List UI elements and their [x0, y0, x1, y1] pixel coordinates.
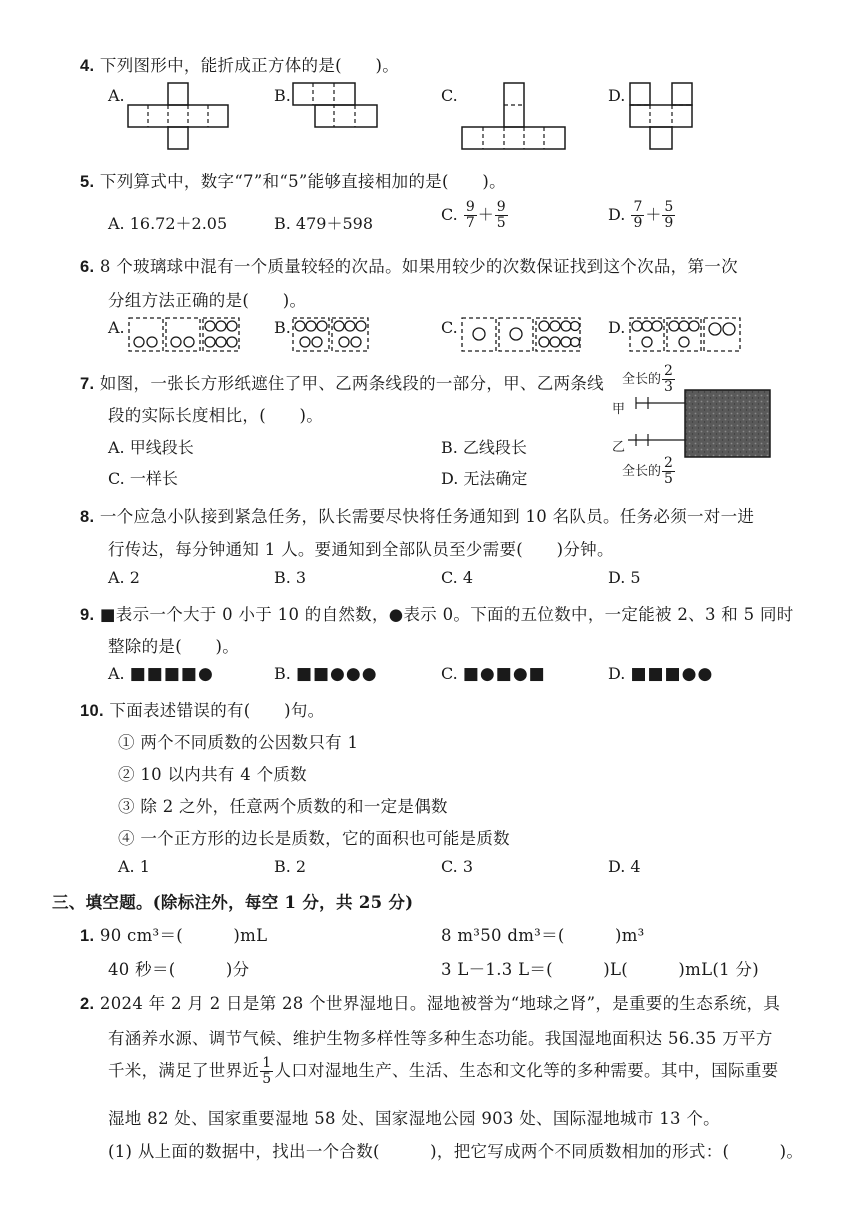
denominator: 7: [465, 215, 475, 231]
denominator: 5: [262, 1071, 272, 1087]
q7-option-d: D. 无法确定: [441, 469, 528, 488]
q9-stem-line2: 整除的是( )。: [108, 637, 240, 656]
q9-option-c: [441, 664, 546, 684]
f2-line3: [108, 1056, 778, 1087]
option-label: B.: [274, 664, 291, 683]
q10-option-a: A. 1: [118, 857, 150, 876]
q6-number: 6.: [80, 258, 95, 276]
denominator: 3: [664, 379, 673, 395]
q8-option-a: A. 2: [108, 568, 140, 587]
option-label: D.: [608, 664, 626, 683]
plus-sign: ＋: [645, 205, 662, 224]
q4-stem: [80, 52, 399, 76]
f2-number: 2.: [80, 995, 95, 1013]
q6-option-a-label: A.: [108, 318, 125, 337]
q10-option-d: D. 4: [608, 857, 641, 876]
option-label: C.: [441, 664, 458, 683]
q9-stem-line1: [80, 601, 794, 625]
text-part: 千米，满足了世界近: [108, 1061, 260, 1080]
q5-option-d-label: D.: [608, 205, 626, 224]
f2-line4: 湿地 82 处、国家重要湿地 58 处、国家湿地公园 903 处、国际湿地城市 13 个。: [108, 1109, 720, 1128]
numerator: 5: [664, 199, 674, 215]
f2-line1: [80, 990, 780, 1014]
q8-option-d: D. 5: [608, 568, 641, 587]
q5-option-a: A. 16.72＋2.05: [108, 214, 228, 233]
f2-sub-question-1: (1) 从上面的数据中，找出一个合数( )，把它写成两个不同质数相加的形式：( )。: [108, 1142, 804, 1161]
shape-sequence: ■●■●■: [462, 664, 546, 684]
q6-option-d-groups: [630, 317, 742, 353]
f2-text-line1: 2024 年 2 月 2 日是第 28 个世界湿地日。湿地被誉为“地球之肾”，是重要的生态系统，具: [99, 994, 781, 1013]
f1-part-b: 8 m³50 dm³＝( )m³: [441, 926, 645, 945]
denominator: 5: [664, 471, 673, 487]
text-part: 人口对湿地生产、生活、生态和文化等的多种需要。其中，国际重要: [274, 1061, 779, 1080]
fraction: [662, 200, 675, 231]
numerator: 2: [664, 363, 673, 379]
q10-statement-4: ④ 一个正方形的边长是质数，它的面积也可能是质数: [118, 829, 510, 848]
q5-option-b: B. 479＋598: [274, 214, 374, 233]
numerator: 2: [664, 455, 673, 471]
q10-option-b: B. 2: [274, 857, 307, 876]
q7-stem-line1: [80, 370, 604, 394]
q4-option-b-label: B.: [274, 86, 291, 105]
q5-stem: [80, 168, 506, 192]
q7-label-yi: 乙: [612, 440, 626, 455]
q5-option-d: [608, 200, 676, 231]
plus-sign: ＋: [477, 205, 494, 224]
q9-option-b: [274, 664, 378, 684]
q8-text-line1: 一个应急小队接到紧急任务，队长需要尽快将任务通知到 10 名队员。任务必须一对一进: [99, 507, 755, 526]
denominator: 9: [633, 215, 643, 231]
q8-number: 8.: [80, 508, 95, 526]
label-text: 全长的: [622, 464, 662, 479]
q7-label-jia: 甲: [612, 402, 626, 417]
q10-text: 下面表述错误的有( )句。: [109, 701, 325, 720]
section-3-title: 三、填空题。(除标注外，每空 1 分，共 25 分): [52, 893, 414, 912]
f1-a-text: 90 cm³＝( )mL: [99, 926, 268, 945]
q9-option-d: [608, 664, 713, 684]
q6-option-a-groups: [129, 317, 241, 353]
shape-sequence: ■■●●●: [295, 664, 378, 684]
q4-net-b-figure: [293, 83, 403, 131]
q9-number: 9.: [80, 606, 95, 624]
q8-stem-line2: 行传达，每分钟通知 1 人。要通知到全部队员至少需要( )分钟。: [108, 540, 614, 559]
q7-stem-line2: 段的实际长度相比，( )。: [108, 406, 324, 425]
q6-option-c-groups: [462, 317, 582, 353]
q10-option-c: C. 3: [441, 857, 474, 876]
shape-sequence: ■■■■●: [129, 664, 214, 684]
q7-figure-lines: [628, 388, 773, 460]
q10-statement-2: ② 10 以内共有 4 个质数: [118, 765, 307, 784]
q10-number: 10.: [80, 702, 104, 720]
q5-text: 下列算式中，数字“7”和“5”能够直接相加的是( )。: [99, 172, 506, 191]
q7-option-b: B. 乙线段长: [441, 438, 527, 457]
label-text: 全长的: [622, 372, 662, 387]
denominator: 9: [664, 215, 674, 231]
q6-option-c-label: C.: [441, 318, 458, 337]
q8-option-c: C. 4: [441, 568, 474, 587]
q4-option-a-label: A.: [108, 86, 125, 105]
q6-stem-line1: [80, 253, 738, 277]
fraction: [662, 456, 675, 487]
q8-stem-line1: [80, 503, 754, 527]
shape-sequence: ■■■●●: [630, 664, 714, 684]
q9-option-a: [108, 664, 214, 684]
q6-stem-line2: 分组方法正确的是( )。: [108, 291, 307, 310]
q4-net-c-figure: [462, 83, 572, 151]
q9-text-line1: ■表示一个大于 0 小于 10 的自然数，●表示 0。下面的五位数中，一定能被 2、3 和 5 同时: [99, 605, 794, 624]
q10-statement-1: ① 两个不同质数的公因数只有 1: [118, 733, 359, 752]
q7-text-line1: 如图，一张长方形纸遮住了甲、乙两条线段的一部分，甲、乙两条线: [99, 374, 604, 393]
fraction: [495, 200, 508, 231]
fraction: [260, 1056, 273, 1087]
numerator: 9: [465, 199, 475, 215]
q4-option-c-label: C.: [441, 86, 458, 105]
q6-option-d-label: D.: [608, 318, 626, 337]
q4-net-a-figure: [128, 83, 238, 151]
fraction: [464, 200, 477, 231]
option-label: A.: [108, 664, 125, 683]
q4-text: 下列图形中，能折成正方体的是( )。: [99, 56, 399, 75]
q7-option-c: C. 一样长: [108, 469, 178, 488]
f1-part-a: [80, 922, 267, 946]
q7-option-a: A. 甲线段长: [108, 438, 194, 457]
q6-option-b-label: B.: [274, 318, 291, 337]
q10-statement-3: ③ 除 2 之外，任意两个质数的和一定是偶数: [118, 797, 448, 816]
denominator: 5: [496, 215, 506, 231]
q10-stem: [80, 697, 324, 721]
q5-option-c: [441, 200, 509, 231]
q4-option-d-label: D.: [608, 86, 626, 105]
q5-number: 5.: [80, 173, 95, 191]
f2-line2: 有涵养水源、调节气候、维护生物多样性等多种生态功能。我国湿地面积达 56.35 万平方: [108, 1029, 773, 1048]
q6-text-line1: 8 个玻璃球中混有一个质量较轻的次品。如果用较少的次数保证找到这个次品，第一次: [99, 257, 738, 276]
numerator: 1: [262, 1055, 272, 1071]
numerator: 7: [633, 199, 643, 215]
q7-figure-bottom-label: [622, 456, 676, 487]
f1-part-c: 40 秒＝( )分: [108, 960, 250, 979]
f1-part-d: 3 L－1.3 L＝( )L( )mL(1 分): [441, 960, 759, 979]
numerator: 9: [496, 199, 506, 215]
q7-number: 7.: [80, 375, 95, 393]
q6-option-b-groups: [293, 317, 373, 353]
q8-option-b: B. 3: [274, 568, 307, 587]
q5-option-c-label: C.: [441, 205, 458, 224]
q4-net-d-figure: [630, 83, 740, 151]
f1-number: 1.: [80, 927, 95, 945]
fraction: [631, 200, 644, 231]
cover-paper-rect: [685, 390, 770, 457]
q4-number: 4.: [80, 57, 95, 75]
